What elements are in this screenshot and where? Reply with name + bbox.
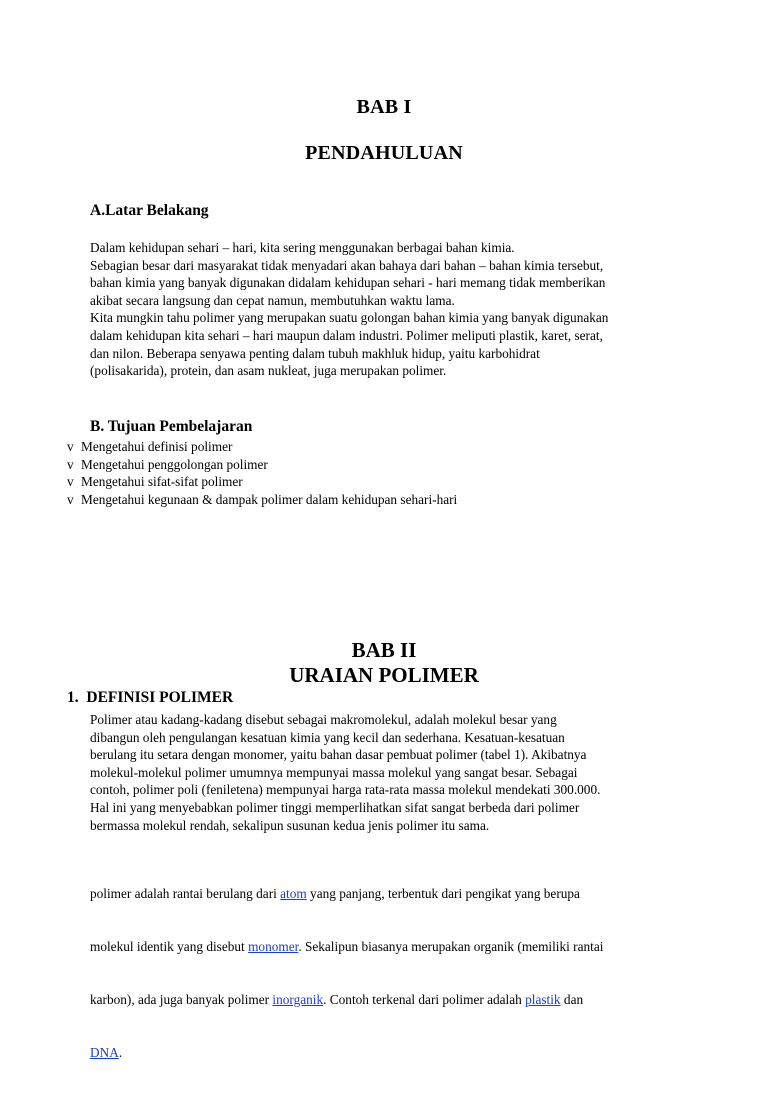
text-segment: dan bbox=[560, 991, 584, 1007]
chapter-1-title: BAB I bbox=[356, 96, 412, 118]
body-line: bahan kimia yang banyak digunakan didalam kehidupan sehari - hari memang tidak memberikan bbox=[90, 275, 606, 291]
section-b-heading: B. Tujuan Pembelajaran bbox=[90, 418, 253, 435]
list-item bbox=[67, 473, 457, 491]
body-line: berulang itu setara dengan monomer, yaitu bahan dasar pembuat polimer (tabel 1). Akibatnya bbox=[90, 747, 587, 763]
link-plastik[interactable]: plastik bbox=[525, 991, 561, 1007]
link-dna[interactable]: DNA bbox=[90, 1044, 119, 1060]
list-item-text: Mengetahui definisi polimer bbox=[81, 439, 233, 454]
text-segment: yang panjang, terbentuk dari pengikat yang berupa bbox=[306, 886, 580, 902]
body-line: (polisakarida), protein, dan asam nukleat, juga merupakan polimer. bbox=[90, 363, 447, 379]
text-segment: . Contoh terkenal dari polimer adalah bbox=[323, 991, 526, 1007]
body-line bbox=[90, 938, 730, 956]
list-item bbox=[67, 438, 457, 456]
body-line: akibat secara langsung dan cepat namun, membutuhkan waktu lama. bbox=[90, 292, 455, 308]
list-item-text: Mengetahui kegunaan & dampak polimer dalam kehidupan sehari-hari bbox=[81, 491, 458, 507]
text-segment: polimer adalah rantai berulang dari bbox=[90, 886, 281, 902]
chapter-1-subtitle: PENDAHULUAN bbox=[305, 142, 463, 164]
text-segment: molekul identik yang disebut bbox=[90, 938, 249, 954]
body-line: dalam kehidupan kita sehari – hari maupun dalam industri. Polimer meliputi plastik, karet, serat, bbox=[90, 327, 603, 343]
body-line: Polimer atau kadang-kadang disebut sebagai makromolekul, adalah molekul besar yang bbox=[90, 712, 557, 727]
body-line: Dalam kehidupan sehari – hari, kita sering menggunakan berbagai bahan kimia. bbox=[90, 240, 515, 255]
body-line bbox=[90, 885, 730, 903]
chapter-2-title: BAB II bbox=[351, 638, 417, 662]
chapter-2-subtitle: URAIAN POLIMER bbox=[289, 663, 479, 687]
text-segment: . Sekalipun biasanya merupakan organik (memiliki rantai bbox=[298, 938, 604, 954]
list-item-text: Mengetahui sifat-sifat polimer bbox=[81, 474, 243, 490]
section-1-para-2 bbox=[90, 850, 730, 1096]
link-atom[interactable]: atom bbox=[280, 886, 307, 902]
objectives-list bbox=[67, 438, 457, 508]
body-line: dibangun oleh pengulangan kesatuan kimia yang kecil dan sederhana. Kesatuan-kesatuan bbox=[90, 729, 565, 745]
bullet-mark: v bbox=[67, 491, 74, 507]
section-1-heading: 1. DEFINISI POLIMER bbox=[67, 689, 234, 706]
section-1-para-1 bbox=[90, 711, 730, 834]
body-line: Sebagian besar dari masyarakat tidak menyadari akan bahaya dari bahan – bahan kimia tersebut, bbox=[90, 257, 604, 273]
list-item-text: Mengetahui penggolongan polimer bbox=[81, 456, 268, 472]
list-item bbox=[67, 456, 457, 474]
text-segment: karbon), ada juga banyak polimer bbox=[90, 991, 273, 1007]
body-line: bermassa molekul rendah, sekalipun susunan kedua jenis polimer itu sama. bbox=[90, 817, 490, 833]
link-inorganik[interactable]: inorganik bbox=[272, 991, 324, 1007]
list-item bbox=[67, 491, 457, 509]
section-a-heading: A.Latar Belakang bbox=[90, 202, 209, 219]
body-line: contoh, polimer poli (feniletena) mempunyai harga rata-rata massa molekul mendekati 300.000. bbox=[90, 782, 601, 798]
body-line: molekul-molekul polimer umumnya mempunyai massa molekul yang sangat besar. Sebagai bbox=[90, 764, 578, 780]
body-line bbox=[90, 1044, 730, 1062]
bullet-mark: v bbox=[67, 439, 74, 454]
body-line: dan nilon. Beberapa senyawa penting dalam tubuh makhluk hidup, yaitu karbohidrat bbox=[90, 345, 540, 361]
bullet-mark: v bbox=[67, 474, 74, 490]
body-line bbox=[90, 991, 730, 1009]
section-a-body bbox=[90, 239, 730, 380]
link-monomer[interactable]: monomer bbox=[248, 938, 299, 954]
bullet-mark: v bbox=[67, 456, 74, 472]
text-segment: . bbox=[118, 1044, 123, 1060]
body-line: Hal ini yang menyebabkan polimer tinggi memperlihatkan sifat sangat berbeda dari polimer bbox=[90, 799, 580, 815]
body-line: Kita mungkin tahu polimer yang merupakan suatu golongan bahan kimia yang banyak digunakan bbox=[90, 310, 609, 326]
